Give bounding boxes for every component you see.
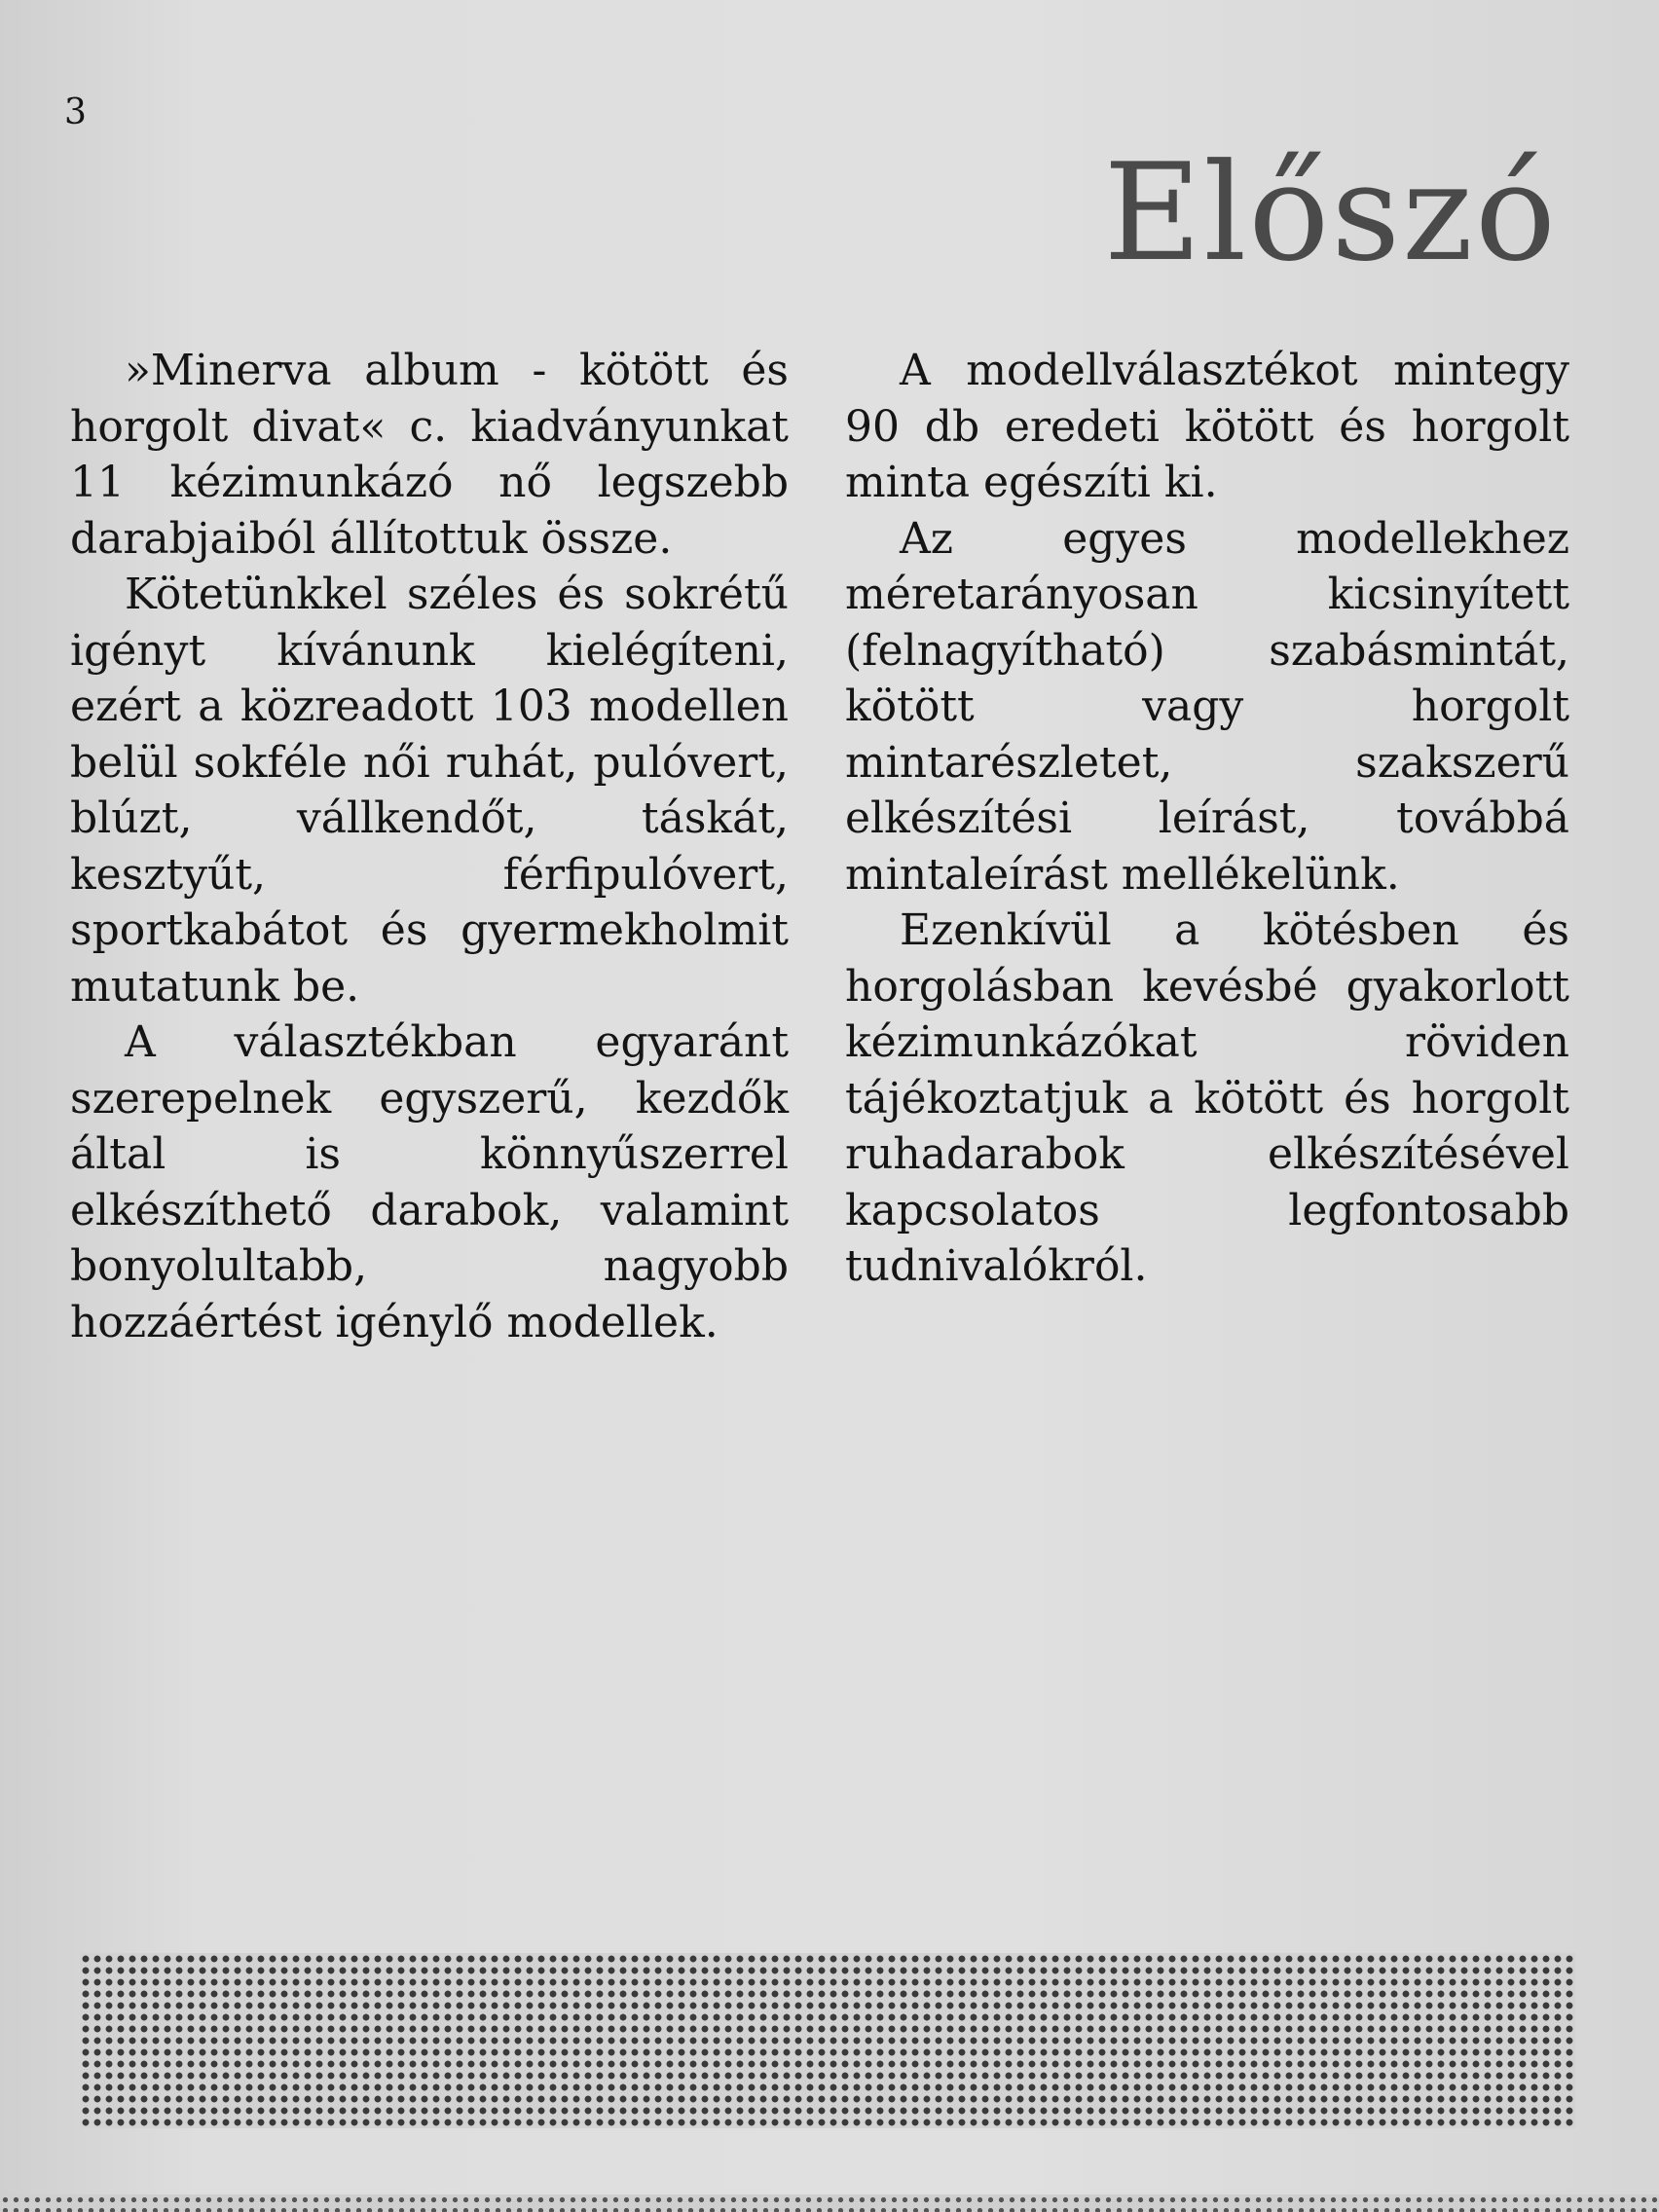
right-paragraph-3: Ezenkívül a kötésben és horgolásban kevésbé gyakorlott kézimunkázókat röviden tájékoztatjuk a kötött és horgolt ruhadarabok elkészítésével kapcsolatos legfontosabb tudnivalókról. — [845, 905, 1569, 1291]
left-paragraph-3: A választékban egyaránt szerepelnek egyszerű, kezdők által is könnyűszerrel elkészíthető darabok, valamint bonyolultabb, nagyobb hozzáértést igénylő modellek. — [70, 1017, 789, 1347]
right-paragraph-1: A modellválasztékot mintegy 90 db eredeti kötött és horgolt minta egészíti ki. — [845, 346, 1569, 507]
page-title: Előszó — [1103, 134, 1558, 291]
right-text-column — [845, 343, 1569, 1295]
page-number: 3 — [64, 92, 87, 132]
left-paragraph-1: »Minerva album - kötött és horgolt divat« c. kiadványunkat 11 kézimunkázó nő legszebb darabjaiból állítottuk össze. — [70, 346, 789, 564]
left-paragraph-2: Kötetünkkel széles és sokrétű igényt kívánunk kielégíteni, ezért a közreadott 103 modellen belül sokféle női ruhát, pulóvert, blúzt, vállkendőt, táskát, kesztyűt, férfipulóvert, sportkabátot és gyermekholmit mutatunk be. — [70, 570, 789, 1012]
halftone-dot-panel — [80, 1953, 1575, 2128]
right-paragraph-2: Az egyes modellekhez méretarányosan kicsinyített (felnagyítható) szabásmintát, kötött vagy horgolt mintarészletet, szakszerű elkészítési leírást, továbbá mintaleírást mellékelünk. — [845, 513, 1569, 900]
halftone-bottom-strip — [0, 2194, 1659, 2212]
left-text-column — [70, 343, 789, 1350]
